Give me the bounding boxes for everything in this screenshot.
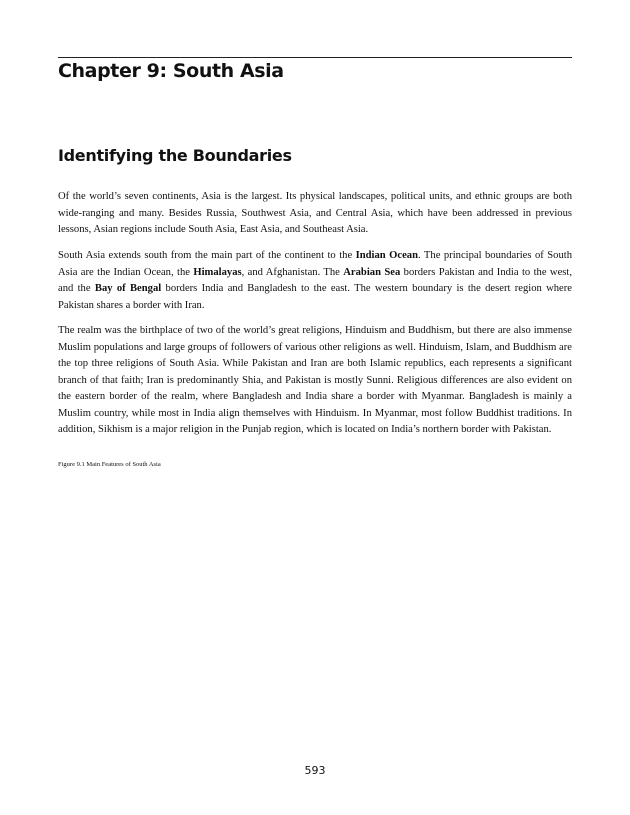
term-arabian-sea: Arabian Sea: [343, 266, 401, 278]
page-number: 593: [304, 764, 326, 777]
paragraph-intro: Of the world’s seven continents, Asia is the largest. Its physical landscapes, political units, and ethnic groups are both wide-ranging and many. Besides Russia, Southwest Asia, and Central Asia, which have been addressed in previous lessons, Asian regions include South Asia, East Asia, and Southeast Asia.: [58, 191, 572, 235]
figure-caption: Figure 9.1 Main Features of South Asia: [58, 461, 161, 468]
term-indian-ocean: Indian Ocean: [355, 250, 418, 261]
paragraph-text: . The principal boundaries of South Asia are the Indian Ocean, the: [58, 250, 572, 278]
chapter-title: Chapter 9: South Asia: [58, 60, 284, 82]
paragraph-boundaries: [58, 248, 572, 314]
paragraph-text: , and Afghanistan. The: [241, 266, 344, 278]
chapter-rule: [58, 57, 572, 58]
paragraph-text: borders India and Bangladesh to the east. The western boundary is the desert region where Pakistan shares a border with Iran.: [58, 283, 572, 311]
section-title: Identifying the Boundaries: [58, 146, 292, 165]
paragraph-text: South Asia extends south from the main part of the continent to the: [58, 250, 356, 261]
term-himalayas: Himalayas: [193, 266, 242, 278]
paragraph-text: borders Pakistan and India to the west, and the: [58, 266, 572, 294]
term-bay-of-bengal: Bay of Bengal: [94, 283, 162, 294]
paragraph-religions: The realm was the birthplace of two of the world’s great religions, Hinduism and Buddhism, but there are also immense Muslim populations and large groups of followers of various other religions as well. Hinduism, Islam, and Buddhism are the top three religions of South Asia. While Pakistan and Iran are both Islamic republics, each represents a significant branch of that faith; Iran is predominantly Shia, and Pakistan is mostly Sunni. Religious differences are also evident on the eastern border of the realm, where Bangladesh and India share a border with Myanmar. Bangladesh is mainly a Muslim country, while most in India align themselves with Hinduism. In Myanmar, most follow Buddhist traditions. In addition, Sikhism is a major religion in the Punjab region, which is located on India’s northern border with Pakistan.: [58, 325, 572, 435]
